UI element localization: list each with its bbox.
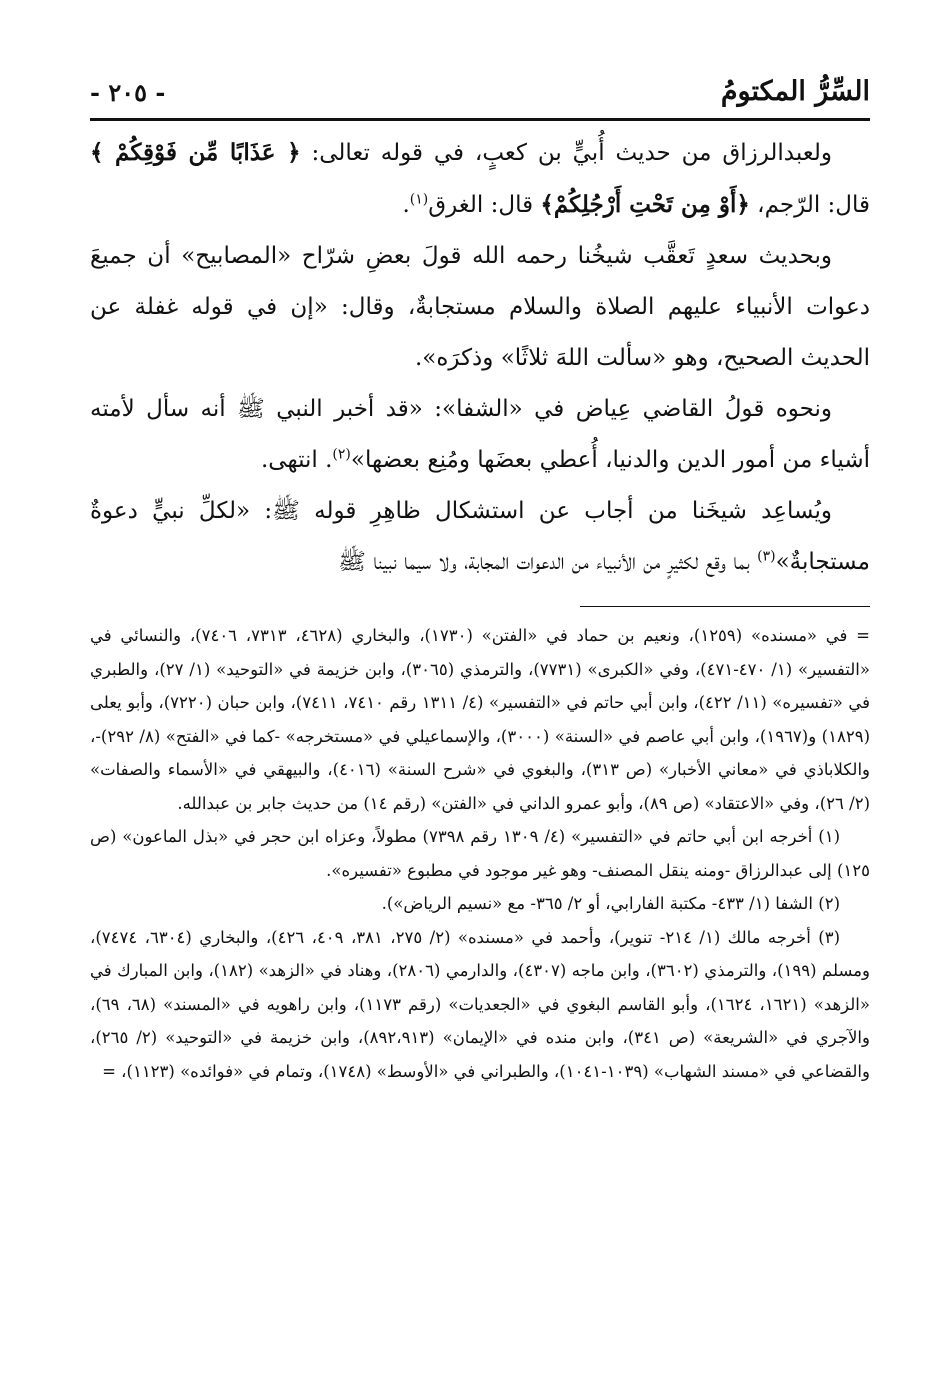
text-span: ولعبدالرزاق من حديث أُبيٍّ بن كعبٍ، في قوله تعالى: xyxy=(300,140,833,166)
footnote-ref: (١) xyxy=(409,191,429,208)
paragraph-3 xyxy=(90,384,870,486)
text-span: . انتهى. xyxy=(260,447,333,473)
footnote-ref: (٣) xyxy=(757,548,776,565)
main-text xyxy=(90,127,870,588)
page-header xyxy=(90,70,870,114)
footnotes xyxy=(90,619,870,1088)
page-number: - ٢٠٥ - xyxy=(90,78,166,107)
text-span: قال: الرّجم، xyxy=(749,192,870,218)
book-page xyxy=(90,70,870,1088)
footnote-1: (١) أخرجه ابن أبي حاتم في «التفسير» (٤/ ١٣٠٩ رقم ٧٣٩٨) مطولاً، وعزاه ابن حجر في «بذل الماعون» (ص ١٢٥) إلى عبدالرزاق -ومنه ينقل المصنف- وهو غير موجود في مطبوع «تفسيره». xyxy=(90,827,870,880)
header-rule xyxy=(90,118,870,121)
footnote-3: (٣) أخرجه مالك (١/ ٢١٤- تنوير)، وأحمد في «مسنده» (٢/ ٢٧٥، ٣٨١، ٤٠٩، ٤٢٦)، والبخاري (٦٣٠٤، ٧٤٧٤)، ومسلم (١٩٩)، والترمذي (٣٦٠٢)، وابن ماجه (٤٣٠٧)، والدارمي (٢٨٠٦)، وهناد في «الزهد» (١٨٢)، وابن المبارك في «الزهد» (١٦٢١، ١٦٢٤)، وأبو القاسم البغوي في «الجعديات» (رقم ١١٧٣)، وابن راهويه في «المسند» (٦٨، ٦٩)، والآجري في «الشريعة» (ص ٣٤١)، وابن منده في «الإيمان» (٨٩٢،٩١٣)، وابن خزيمة في «التوحيد» (٢/ ٢٦٥)، والقضاعي في «مسند الشهاب» (١٠٣٩-١٠٤١)، والطبراني في «الأوسط» (١٧٤٨)، وتمام في «فوائده» (١١٢٣)، = xyxy=(90,927,870,1081)
paragraph-1 xyxy=(90,127,870,231)
text-span: قال: الغرق xyxy=(428,192,541,218)
running-title: السِّرُّ المكتومُ xyxy=(720,76,870,107)
footnote-continuation: = في «مسنده» (١٢٥٩)، ونعيم بن حماد في «الفتن» (١٧٣٠)، والبخاري (٤٦٢٨، ٧٣١٣، ٧٤٠٦)، والنسائي في «التفسير» (١/ ٤٧٠-٤٧١)، وفي «الكبرى» (٧٧٣١)، والترمذي (٣٠٦٥)، وابن خزيمة في «التوحيد» (١/ ٢٧)، والطبري في «تفسيره» (١١/ ٤٢٢)، وابن أبي حاتم في «التفسير» (٤/ ١٣١١ رقم ٧٤١٠، ٧٤١١)، وابن حبان (٧٢٢٠)، وأبو يعلى (١٨٢٩) و(١٩٦٧)، وابن أبي عاصم في «السنة» (٣٠٠٠)، والإسماعيلي في «مستخرجه» -كما في «الفتح» (٨/ ٢٩٢)-، والكلاباذي في «معاني الأخبار» (ص ٣١٣)، والبغوي في «شرح السنة» (٤٠١٦)، والبيهقي في «الأسماء والصفات» (٢/ ٢٦)، وفي «الاعتقاد» (ص ٨٩)، وأبو عمرو الداني في «الفتن» (رقم ١٤) من حديث جابر بن عبدالله. xyxy=(90,626,871,813)
paragraph-4 xyxy=(90,486,870,588)
footnote-separator xyxy=(580,606,870,607)
text-span: ويُساعِد شيخَنا من أجاب عن استشكال ظاهِرِ قوله ﷺ: «لكلِّ نبيٍّ دعوةٌ مستجابةٌ» xyxy=(90,498,870,575)
footnote-ref: (٢) xyxy=(332,446,351,463)
paragraph-2: وبحديث سعدٍ تَعقَّب شيخُنا رحمه الله قولَ بعضِ شرّاح «المصابيح» أن جميعَ دعوات الأنبياء عليهم الصلاة والسلام مستجابةٌ، وقال: «إن في قوله غفلة عن الحديث الصحيح، وهو «سألت اللهَ ثلاثًا» وذكرَه». xyxy=(90,243,870,371)
footnote-2: (٢) الشفا (١/ ٤٣٣- مكتبة الفارابي، أو ٢/ ٣٦٥- مع «نسيم الرياض»). xyxy=(381,894,840,913)
text-span: . xyxy=(402,192,410,218)
quran-verse: ﴿ عَذَابًا مِّن فَوْقِكُمْ ﴾ xyxy=(90,139,301,166)
text-span: ونحوه قولُ القاضي عِياض في «الشفا»: «قد أخبر النبي ﷺ أنه سأل لأمته أشياء من أمور الدين والدنيا، أُعطي بعضَها ومُنِع بعضها» xyxy=(90,396,870,473)
text-span: بما وقع لكثيرٍ من الأنبياء من الدعوات المجابة، ولا سيما نبينا ﷺ xyxy=(338,549,758,575)
quran-verse: ﴿أَوْ مِن تَحْتِ أَرْجُلِكُمْ﴾ xyxy=(540,191,750,218)
